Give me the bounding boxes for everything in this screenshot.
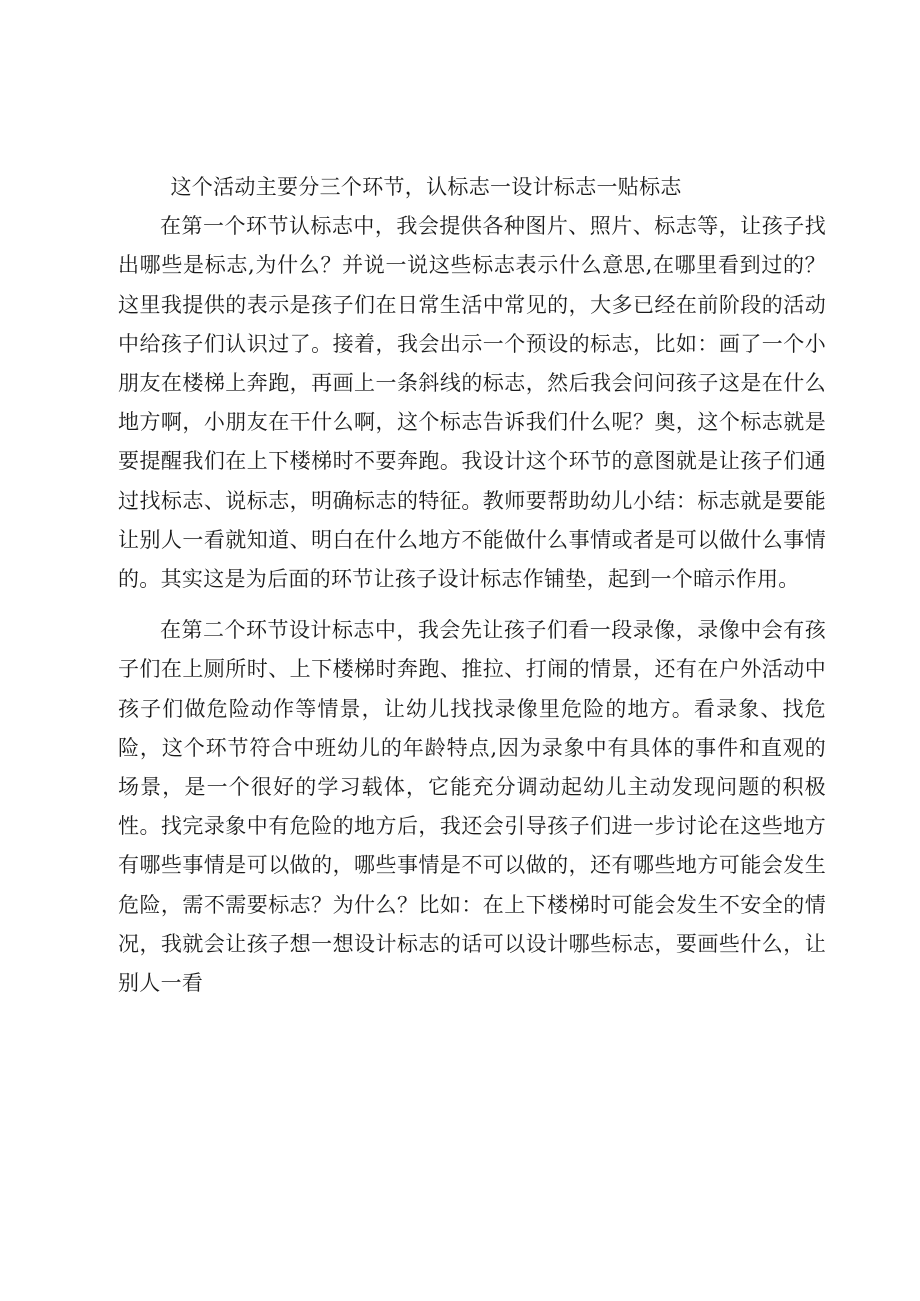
document-body (118, 168, 826, 1003)
paragraph-step-one: 在第一个环节认标志中，我会提供各种图片、照片、标志等，让孩子找出哪些是标志,为什么？并说一说这些标志表示什么意思,在哪里看到过的？这里我提供的表示是孩子们在日常生活中常见的，大多已经在前阶段的活动中给孩子们认识过了。接着，我会出示一个预设的标志，比如：画了一个小朋友在楼梯上奔跑，再画上一条斜线的标志，然后我会问问孩子这是在什么地方啊，小朋友在干什么啊，这个标志告诉我们什么呢？奥，这个标志就是要提醒我们在上下楼梯时不要奔跑。我设计这个环节的意图就是让孩子们通过找标志、说标志，明确标志的特征。教师要帮助幼儿小结：标志就是要能让别人一看就知道、明白在什么地方不能做什么事情或者是可以做什么事情的。其实这是为后面的环节让孩子设计标志作铺垫，起到一个暗示作用。 (118, 214, 826, 592)
paragraph-intro: 这个活动主要分三个环节，认标志一设计标志一贴标志 (170, 175, 682, 199)
paragraph-step-two: 在第二个环节设计标志中，我会先让孩子们看一段录像，录像中会有孩子们在上厕所时、上下楼梯时奔跑、推拉、打闹的情景，还有在户外活动中孩子们做危险动作等情景，让幼儿找找录像里危险的地方。看录象、找危险，这个环节符合中班幼儿的年龄特点,因为录象中有具体的事件和直观的场景，是一个很好的学习载体，它能充分调动起幼儿主动发现问题的积极性。找完录象中有危险的地方后，我还会引导孩子们进一步讨论在这些地方有哪些事情是可以做的，哪些事情是不可以做的，还有哪些地方可能会发生危险，需不需要标志？为什么？比如：在上下楼梯时可能会发生不安全的情况，我就会让孩子想一想设计标志的话可以设计哪些标志，要画些什么，让别人一看 (118, 618, 826, 996)
